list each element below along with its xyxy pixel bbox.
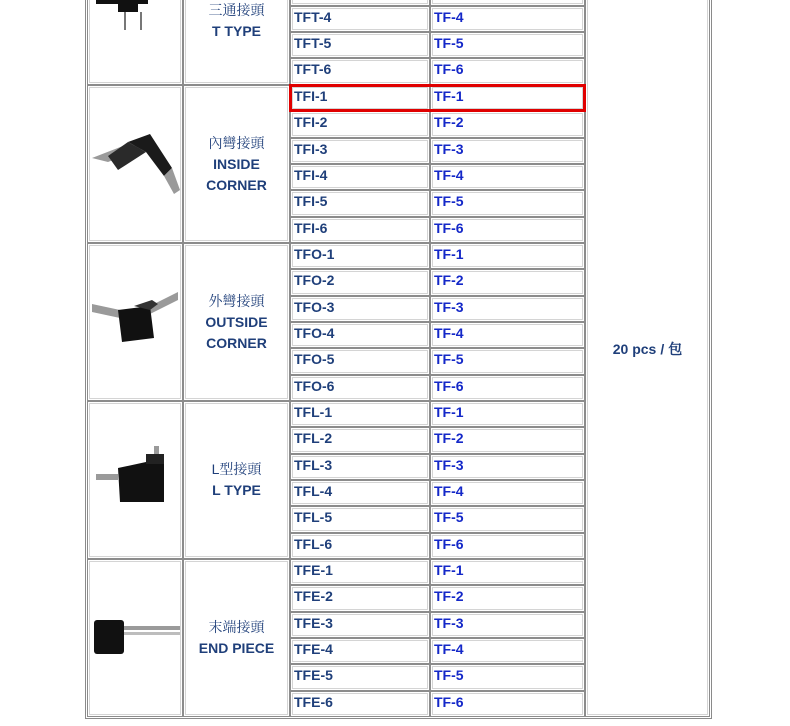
part-cell: TF-2 — [430, 111, 585, 138]
part-cell: TF-2 — [430, 427, 585, 454]
part-cell: TF-3 — [430, 296, 585, 322]
code-cell: TFL-2 — [290, 427, 430, 454]
end-piece-label — [183, 559, 290, 717]
label-zh: L型接頭 — [211, 461, 262, 477]
part-cell: TF-4 — [430, 480, 585, 506]
part-cell: TF-1 — [430, 401, 585, 427]
part-cell: TF-4 — [430, 164, 585, 190]
l-type-label — [183, 401, 290, 559]
code-cell: TFT-5 — [290, 32, 430, 58]
part-cell: TF-1 — [430, 559, 585, 585]
part-cell: TF-3 — [430, 138, 585, 164]
inside-corner-image-cell — [87, 85, 183, 243]
label-en: L TYPE — [212, 482, 261, 498]
code-cell: TFL-6 — [290, 533, 430, 559]
label-zh: 外彎接頭 — [208, 292, 265, 309]
part-cell: TF-6 — [430, 217, 585, 243]
code-cell: TFL-4 — [290, 480, 430, 506]
code-cell: TFE-5 — [290, 664, 430, 691]
code-cell: TFL-5 — [290, 506, 430, 533]
label-zh: 內彎接頭 — [208, 134, 265, 151]
outside-corner-label — [183, 243, 290, 401]
inside-corner-connector-icon — [88, 86, 184, 244]
code-cell: TFE-2 — [290, 585, 430, 612]
code-cell: TFE-3 — [290, 612, 430, 638]
part-cell: TF-1 — [430, 243, 585, 269]
label-en: CORNER — [206, 176, 267, 193]
code-cell: TFI-1 — [290, 85, 430, 111]
t-type-image-cell — [87, 0, 183, 85]
label-en: CORNER — [206, 334, 267, 351]
part-cell: TF-3 — [430, 454, 585, 480]
code-cell: TFI-4 — [290, 164, 430, 190]
label-en: OUTSIDE — [205, 313, 268, 330]
l-type-image-cell — [87, 401, 183, 559]
code-cell: TFO-5 — [290, 348, 430, 375]
part-cell: TF-4 — [430, 6, 585, 32]
code-cell: TFE-6 — [290, 691, 430, 717]
code-cell: TFI-5 — [290, 190, 430, 217]
part-cell: TF-4 — [430, 322, 585, 348]
t-connector-icon — [88, 0, 184, 86]
l-connector-icon — [88, 402, 184, 560]
code-cell: TFI-3 — [290, 138, 430, 164]
code-cell: TFO-6 — [290, 375, 430, 401]
inside-corner-label — [183, 85, 290, 243]
code-cell: TFT-4 — [290, 6, 430, 32]
packaging-separator: / — [660, 340, 665, 357]
label-en: INSIDE — [213, 155, 260, 172]
label-zh: 末端接頭 — [208, 619, 265, 635]
part-cell: TF-5 — [430, 348, 585, 375]
t-type-label — [183, 0, 290, 85]
end-piece-image-cell — [87, 559, 183, 717]
code-cell: TFE-4 — [290, 638, 430, 664]
part-cell: TF-4 — [430, 638, 585, 664]
code-cell: TFO-4 — [290, 322, 430, 348]
code-cell: TFO-2 — [290, 269, 430, 296]
part-cell: TF-6 — [430, 533, 585, 559]
outside-corner-image-cell — [87, 243, 183, 401]
packaging-unit: 包 — [668, 340, 683, 357]
end-piece-connector-icon — [88, 560, 184, 718]
part-cell: TF-5 — [430, 506, 585, 533]
code-cell: TFL-1 — [290, 401, 430, 427]
part-cell: TF-6 — [430, 691, 585, 717]
part-cell: TF-5 — [430, 190, 585, 217]
outside-corner-connector-icon — [88, 244, 184, 402]
code-cell: TFL-3 — [290, 454, 430, 480]
part-cell: TF-2 — [430, 269, 585, 296]
code-cell: TFE-1 — [290, 559, 430, 585]
label-zh: 三通接頭 — [208, 2, 265, 18]
code-cell: TFO-1 — [290, 243, 430, 269]
part-cell: TF-3 — [430, 612, 585, 638]
part-cell: TF-1 — [430, 85, 585, 111]
selection-highlight — [289, 84, 586, 112]
part-cell: TF-5 — [430, 32, 585, 58]
label-en: T TYPE — [211, 23, 261, 39]
code-cell: TFI-6 — [290, 217, 430, 243]
part-cell: TF-2 — [430, 585, 585, 612]
packaging-cell — [585, 0, 710, 717]
part-cell: TF-6 — [430, 375, 585, 401]
part-cell: TF-6 — [430, 58, 585, 85]
label-en: END PIECE — [198, 640, 275, 656]
code-cell: TFO-3 — [290, 296, 430, 322]
part-cell: TF-5 — [430, 664, 585, 691]
code-cell: TFI-2 — [290, 111, 430, 138]
packaging-count: 20 pcs — [612, 340, 657, 357]
code-cell: TFT-6 — [290, 58, 430, 85]
